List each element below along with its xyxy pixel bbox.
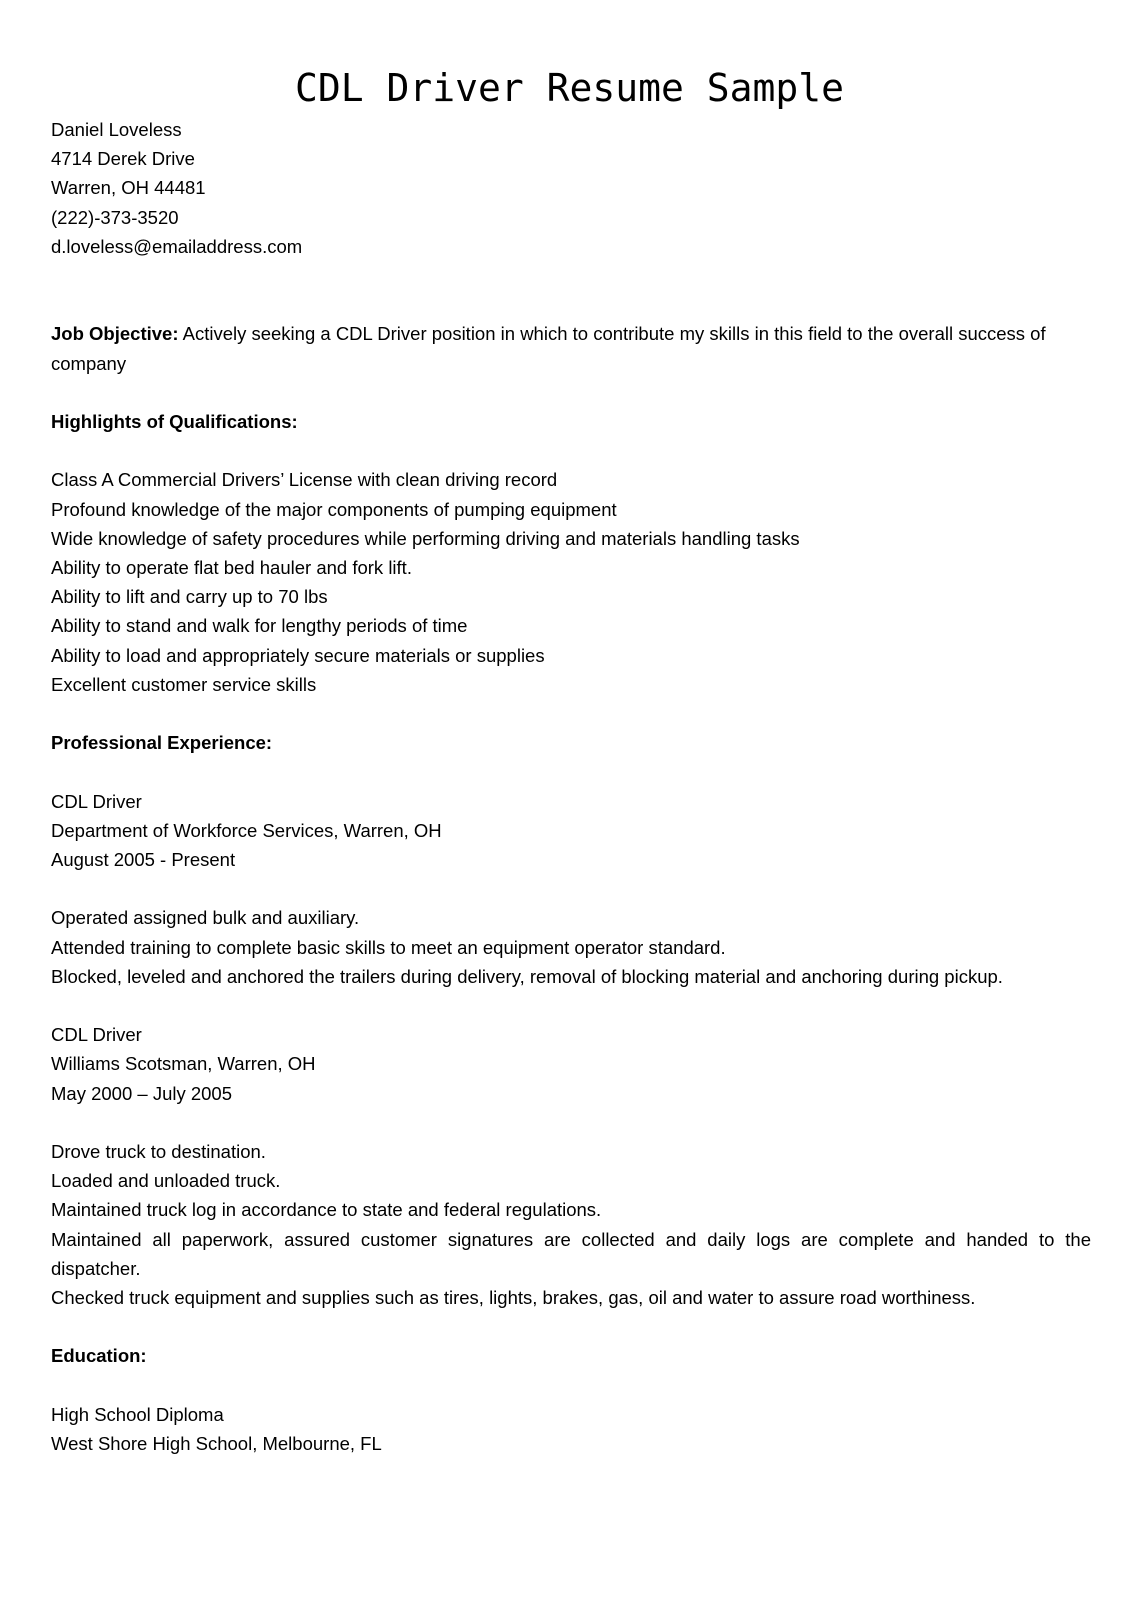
qualification-item: Ability to stand and walk for lengthy periods of time bbox=[51, 615, 468, 637]
qualification-item: Ability to lift and carry up to 70 lbs bbox=[51, 586, 328, 608]
qualification-item: Wide knowledge of safety procedures while performing driving and materials handling tasks bbox=[51, 527, 800, 549]
contact-phone: (222)-373-3520 bbox=[51, 206, 179, 228]
resume-body bbox=[51, 115, 1091, 1458]
qualifications-list bbox=[51, 465, 1091, 699]
job-employer: Department of Workforce Services, Warren, OH bbox=[51, 819, 442, 841]
job-objective-label: Job Objective: bbox=[51, 323, 179, 345]
job-dates: May 2000 – July 2005 bbox=[51, 1082, 233, 1104]
contact-email: d.loveless@emailaddress.com bbox=[51, 235, 303, 257]
job-duty: Loaded and unloaded truck. bbox=[51, 1170, 281, 1192]
contact-block bbox=[51, 115, 1091, 261]
job-duty: Blocked, leveled and anchored the trailers during delivery, removal of blocking material and anchoring during pickup. bbox=[51, 965, 1003, 987]
education-degree: High School Diploma bbox=[51, 1403, 224, 1425]
job-entry bbox=[51, 1020, 1091, 1312]
qualification-item: Profound knowledge of the major components of pumping equipment bbox=[51, 498, 617, 520]
education-heading: Education: bbox=[51, 1345, 147, 1367]
education-school: West Shore High School, Melbourne, FL bbox=[51, 1432, 382, 1454]
job-duty: Operated assigned bulk and auxiliary. bbox=[51, 907, 360, 929]
qualification-item: Excellent customer service skills bbox=[51, 673, 317, 695]
job-objective bbox=[51, 319, 1091, 377]
qualification-item: Ability to load and appropriately secure materials or supplies bbox=[51, 644, 545, 666]
contact-name: Daniel Loveless bbox=[51, 119, 182, 140]
contact-address: 4714 Derek Drive bbox=[51, 148, 195, 170]
experience-heading: Professional Experience: bbox=[51, 732, 273, 754]
job-duty: Drove truck to destination. bbox=[51, 1140, 266, 1162]
qualification-item: Ability to operate flat bed hauler and fork lift. bbox=[51, 557, 412, 578]
job-objective-text: Actively seeking a CDL Driver position in which to contribute my skills in this field to the overall success of company bbox=[51, 323, 1046, 374]
job-duty: Maintained all paperwork, assured customer signatures are collected and daily logs are complete and handed to the dispatcher. bbox=[51, 1228, 1091, 1279]
job-duties bbox=[51, 1137, 1091, 1312]
qualifications-heading: Highlights of Qualifications: bbox=[51, 411, 298, 432]
job-employer: Williams Scotsman, Warren, OH bbox=[51, 1053, 316, 1075]
page-title: CDL Driver Resume Sample bbox=[294, 66, 845, 110]
job-dates: August 2005 - Present bbox=[51, 849, 236, 870]
job-duty: Checked truck equipment and supplies such as tires, lights, brakes, gas, oil and water to assure road worthiness. bbox=[51, 1287, 976, 1308]
contact-city-state-zip: Warren, OH 44481 bbox=[51, 177, 206, 199]
job-duty: Attended training to complete basic skills to meet an equipment operator standard. bbox=[51, 936, 726, 958]
job-duty: Maintained truck log in accordance to state and federal regulations. bbox=[51, 1199, 602, 1221]
qualification-item: Class A Commercial Drivers’ License with clean driving record bbox=[51, 469, 558, 491]
job-entry bbox=[51, 787, 1091, 991]
job-title: CDL Driver bbox=[51, 790, 142, 812]
job-duties bbox=[51, 903, 1091, 991]
job-title: CDL Driver bbox=[51, 1024, 142, 1046]
